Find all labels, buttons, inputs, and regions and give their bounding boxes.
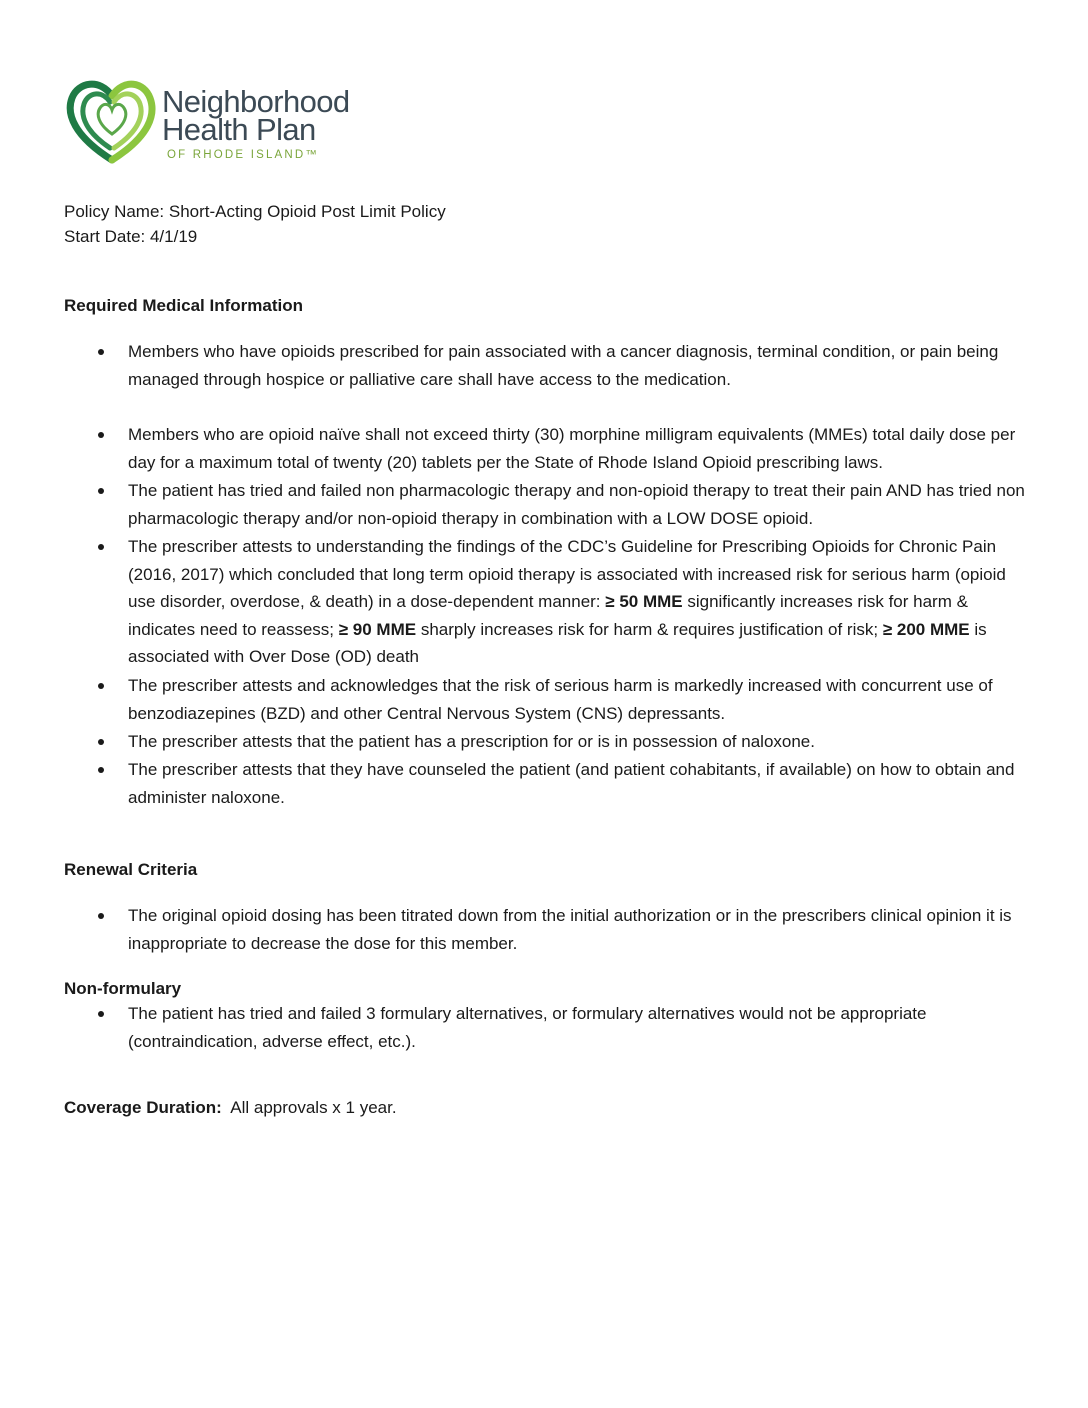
mme-threshold: ≥ 200 MME xyxy=(882,619,970,639)
list-item: The prescriber attests and acknowledges that the risk of serious harm is markedly increased with concurrent use of benzodiazepines (BZD) and other Central Nervous System (CNS) depressants. xyxy=(128,672,1028,727)
heart-swoosh-logo-icon xyxy=(64,74,160,166)
list-item: Members who have opioids prescribed for pain associated with a cancer diagnosis, terminal condition, or pain being managed through hospice or palliative care shall have access to the medication. xyxy=(128,338,1028,393)
policy-name: Policy Name: Short-Acting Opioid Post Limit Policy xyxy=(64,202,446,221)
logo-line-1: Neighborhood xyxy=(162,84,350,119)
start-date: Start Date: 4/1/19 xyxy=(64,227,198,246)
coverage-label: Coverage Duration: xyxy=(64,1098,222,1117)
list-item: The prescriber attests that the patient has a prescription for or is in possession of naloxone. xyxy=(128,728,1028,756)
list-item: The prescriber attests that they have counseled the patient (and patient cohabitants, if available) on how to obtain and administer naloxone. xyxy=(128,756,1028,811)
mme-threshold: ≥ 50 MME xyxy=(605,592,683,611)
renewal-heading: Renewal Criteria xyxy=(64,860,198,879)
text: The prescriber attests to understanding the findings of the CDC’s Guideline for Prescribing Opioids for Chronic Pain (2016, 2017) which concluded that long term opioid therapy is associated with increased risk for serious harm (opioid use disorder, overdose, & death) in a dose-dependent manner: xyxy=(128,537,1006,611)
required-info-heading: Required Medical Information xyxy=(64,296,303,315)
list-item: The patient has tried and failed 3 formulary alternatives, or formulary alternatives would not be appropriate (contraindication, adverse effect, etc.). xyxy=(128,1000,1028,1055)
logo-line-2: Health Plan xyxy=(162,112,316,147)
coverage-duration xyxy=(64,1096,397,1120)
list-item xyxy=(128,533,1028,671)
logo-line-3: OF RHODE ISLAND™ xyxy=(167,149,320,161)
text: sharply increases risk for harm & requires justification of risk; xyxy=(416,619,883,639)
list-item: The original opioid dosing has been titrated down from the initial authorization or in the prescribers clinical opinion it is inappropriate to decrease the dose for this member. xyxy=(128,902,1028,957)
company-logo xyxy=(64,74,374,166)
text: is associated with Over Dose (OD) death xyxy=(128,619,987,666)
mme-threshold: ≥ 90 MME xyxy=(338,619,417,639)
coverage-value: All approvals x 1 year. xyxy=(221,1098,397,1117)
text: significantly increases risk for harm & indicates need to reassess; xyxy=(128,592,968,639)
list-item: The patient has tried and failed non pharmacologic therapy and non-opioid therapy to treat their pain AND has tried non pharmacologic therapy and/or non-opioid therapy in combination with a LOW DOSE opioid. xyxy=(128,477,1028,532)
list-item: Members who are opioid naïve shall not exceed thirty (30) morphine milligram equivalents (MMEs) total daily dose per day for a maximum total of twenty (20) tablets per the State of Rhode Island Opioid prescribing laws. xyxy=(128,421,1028,476)
nonformulary-heading: Non-formulary xyxy=(64,979,182,998)
